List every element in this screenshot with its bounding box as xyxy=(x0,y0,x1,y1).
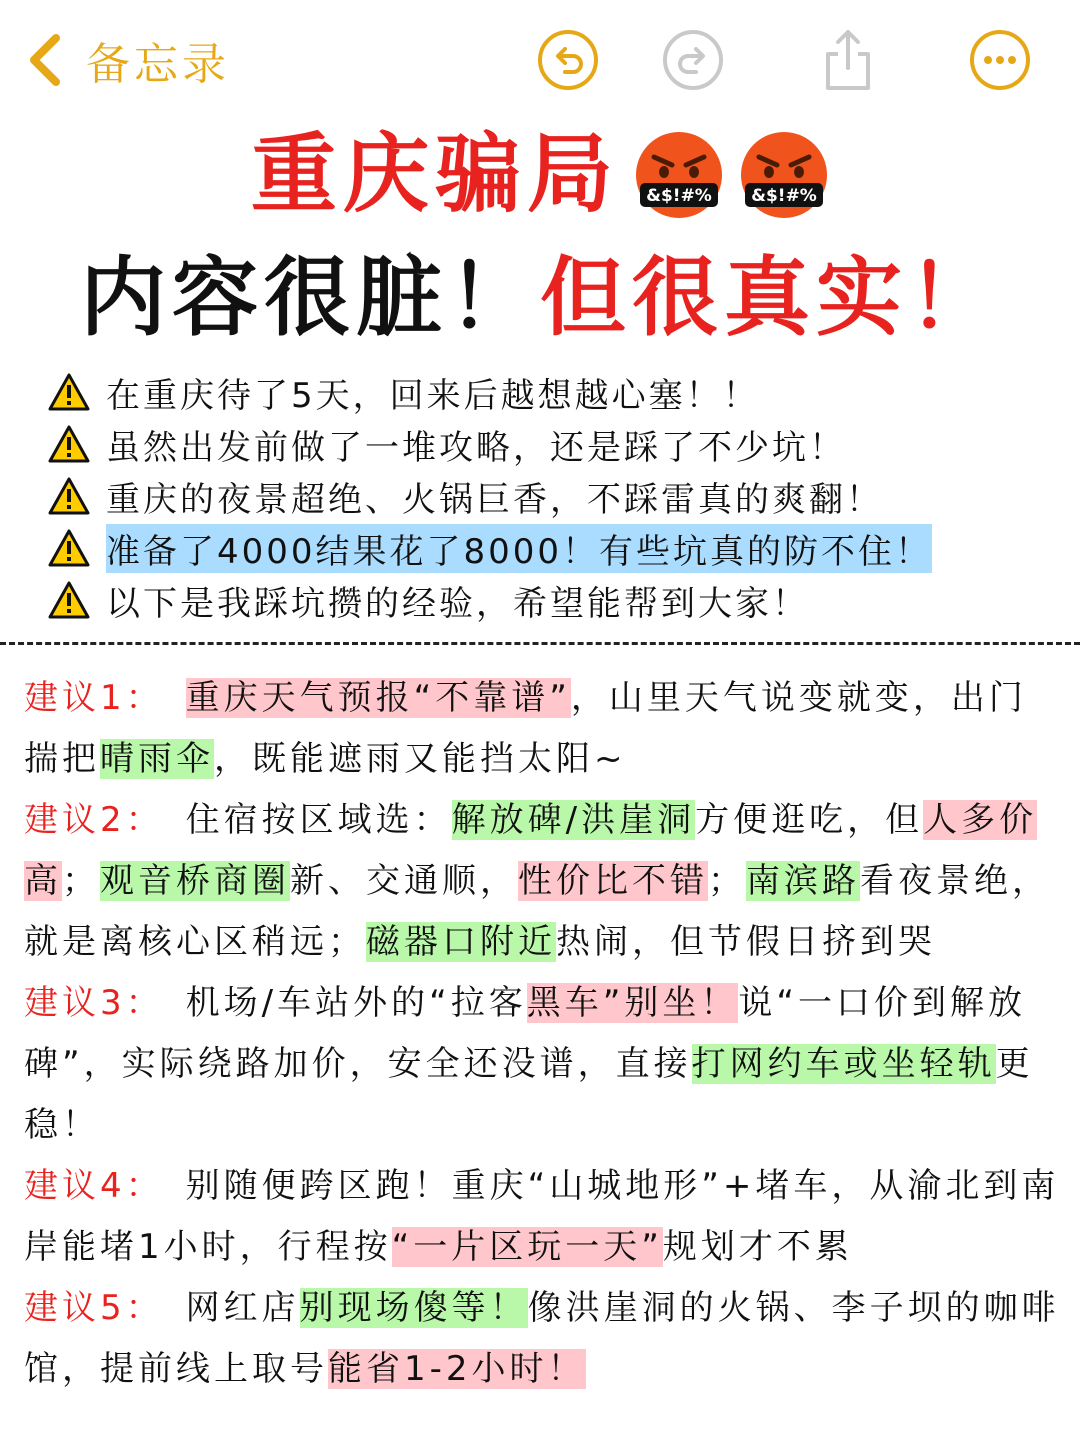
highlighted-text: 观音桥商圈 xyxy=(100,861,290,901)
tip-text: 别随便跨区跑！重庆“山城地形”+堵车，从渝北到南岸能堵1小时，行程按 xyxy=(24,1166,1060,1267)
highlighted-text: 重庆天气预报“不靠谱” xyxy=(185,678,571,718)
warning-item xyxy=(48,470,1048,522)
cursing-face-icon xyxy=(739,130,829,220)
highlighted-text: “一片区玩一天” xyxy=(391,1227,663,1267)
warning-text: 虽然出发前做了一堆攻略，还是踩了不少坑！ xyxy=(106,427,846,468)
tip-text: 方便逛吃，但 xyxy=(695,800,924,840)
title-line-2 xyxy=(0,248,1080,348)
back-label: 备忘录 xyxy=(86,39,230,90)
highlighted-text: 别现场傻等！ xyxy=(299,1288,528,1328)
redo-icon[interactable] xyxy=(661,28,725,92)
more-icon[interactable] xyxy=(968,28,1032,92)
tip-item xyxy=(24,1156,1060,1278)
tip-item xyxy=(24,668,1060,790)
warning-icon xyxy=(48,529,90,567)
warning-item xyxy=(48,522,1048,574)
share-icon[interactable] xyxy=(816,28,880,92)
tip-text: ，既能遮雨又能挡太阳~ xyxy=(214,739,627,779)
top-toolbar xyxy=(0,0,1080,120)
highlighted-text: 解放碑/洪崖洞 xyxy=(451,800,696,840)
highlighted-text: 晴雨伞 xyxy=(100,739,214,779)
tip-text: 说“一口价到解放碑”，实际绕路加价，安全还没谱，直接 xyxy=(24,983,1026,1084)
tip-text: 看夜景绝，就是离核心区稍远； xyxy=(24,861,1050,962)
title-line-1 xyxy=(0,124,1080,224)
tip-text: 新、交通顺， xyxy=(290,861,518,901)
tip-label: 建议3： xyxy=(24,983,164,1023)
tip-label: 建议5： xyxy=(24,1288,164,1328)
highlighted-text: 能省1-2小时！ xyxy=(328,1349,586,1389)
tip-label: 建议2： xyxy=(24,800,164,840)
tip-label: 建议4： xyxy=(24,1166,164,1206)
tips-list xyxy=(24,668,1060,1400)
dashed-divider xyxy=(0,642,1080,645)
subtitle-black: 内容很脏！ xyxy=(80,248,540,348)
highlighted-text: 人多价高 xyxy=(24,800,1038,901)
tip-label: 建议1： xyxy=(24,678,164,718)
tip-text: 规划才不累 xyxy=(662,1227,853,1267)
warning-text: 在重庆待了5天，回来后越想越心塞！！ xyxy=(106,375,760,416)
warning-item xyxy=(48,418,1048,470)
highlighted-text: 磁器口附近 xyxy=(366,922,556,962)
chevron-left-icon xyxy=(22,28,82,92)
emoji-symbols: &$!#% xyxy=(646,185,712,206)
warning-icon xyxy=(48,581,90,619)
warning-icon xyxy=(48,425,90,463)
tip-text: 住宿按区域选： xyxy=(185,800,452,840)
highlighted-text: 黑车”别坐！ xyxy=(526,983,739,1023)
subtitle-red: 但很真实！ xyxy=(540,248,1000,348)
tip-text: 网红店 xyxy=(185,1288,300,1328)
emoji-symbols: &$!#% xyxy=(751,185,817,206)
highlighted-text: 性价比不错 xyxy=(518,861,708,901)
tip-text: ； xyxy=(708,861,746,901)
warning-icon xyxy=(48,477,90,515)
warning-text-highlighted: 准备了4000结果花了8000！有些坑真的防不住！ xyxy=(106,524,932,573)
highlighted-text: 南滨路 xyxy=(746,861,860,901)
tip-item xyxy=(24,790,1060,973)
warning-item xyxy=(48,366,1048,418)
tip-text: 像洪崖洞的火锅、李子坝的咖啡馆，提前线上取号 xyxy=(24,1288,1060,1389)
back-button[interactable] xyxy=(22,28,230,92)
tip-text: 更稳！ xyxy=(24,1044,1034,1145)
tip-text: ； xyxy=(62,861,100,901)
tip-item xyxy=(24,1278,1060,1400)
tip-text: ，山里天气说变就变，出门揣把 xyxy=(24,678,1027,779)
undo-icon[interactable] xyxy=(536,28,600,92)
warning-text: 重庆的夜景超绝、火锅巨香，不踩雷真的爽翻！ xyxy=(106,479,883,520)
warning-icon xyxy=(48,373,90,411)
highlighted-text: 打网约车或坐轻轨 xyxy=(691,1044,996,1084)
tip-text: 机场/车站外的“拉客 xyxy=(185,983,527,1023)
warning-text: 以下是我踩坑攒的经验，希望能帮到大家！ xyxy=(106,583,809,624)
tip-item xyxy=(24,973,1060,1156)
warning-item xyxy=(48,574,1048,626)
tip-text: 热闹，但节假日挤到哭 xyxy=(556,922,936,962)
cursing-face-icon xyxy=(634,130,724,220)
title-text: 重庆骗局 xyxy=(250,124,619,225)
warning-list xyxy=(48,366,1048,626)
